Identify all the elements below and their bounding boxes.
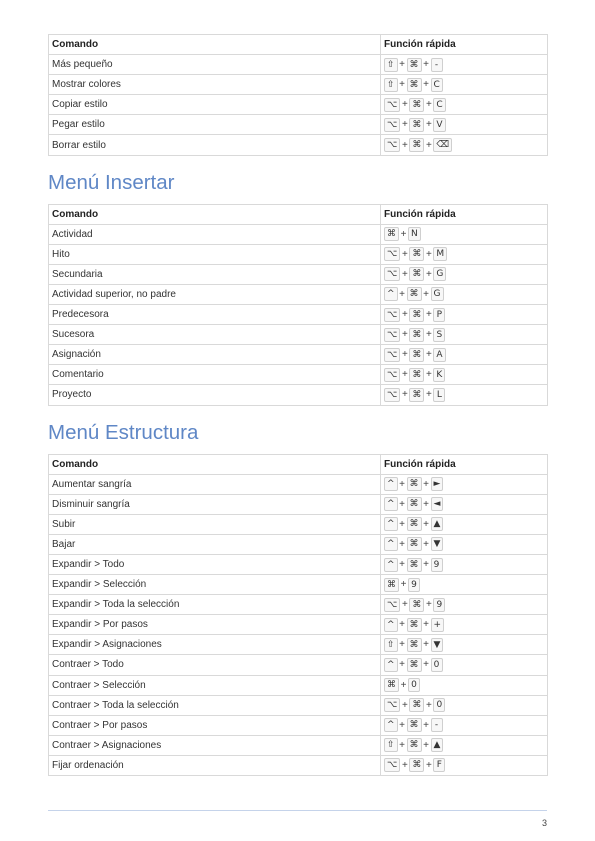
column-header-command: Comando <box>49 454 381 474</box>
shortcut-cell <box>381 385 548 405</box>
keycap: ⌘ <box>409 328 424 342</box>
keycap: ^ <box>384 718 398 732</box>
command-cell: Predecesora <box>49 305 381 325</box>
plus-sign: + <box>399 619 405 631</box>
plus-sign: + <box>399 59 405 71</box>
command-cell: Disminuir sangría <box>49 494 381 514</box>
column-header-shortcut: Función rápida <box>381 35 548 55</box>
table-row <box>49 115 548 135</box>
plus-sign: + <box>423 559 429 571</box>
shortcut-cell <box>381 575 548 595</box>
key-combination <box>384 367 445 382</box>
plus-sign: + <box>401 369 408 381</box>
keycap: ⌘ <box>409 758 424 772</box>
table-row <box>49 615 548 635</box>
keycap: ⌥ <box>384 348 400 362</box>
plus-sign: + <box>425 329 432 341</box>
key-combination <box>384 327 445 342</box>
plus-sign: + <box>401 329 408 341</box>
keycap: G <box>431 287 444 301</box>
plus-sign: + <box>401 349 408 361</box>
plus-sign: + <box>401 309 408 321</box>
key-combination <box>384 267 446 282</box>
shortcut-cell <box>381 365 548 385</box>
key-combination <box>384 477 443 492</box>
keycap: ⌥ <box>384 388 400 402</box>
keycap: ⌘ <box>407 638 422 652</box>
table-row <box>49 755 548 775</box>
keycap: ^ <box>384 658 398 672</box>
keycap: ⌘ <box>409 138 424 152</box>
keycap: L <box>433 388 445 402</box>
plus-sign: + <box>400 579 407 591</box>
keycap: ⌘ <box>384 227 399 241</box>
table-row <box>49 675 548 695</box>
plus-sign: + <box>425 268 432 280</box>
keycap: ^ <box>384 497 398 511</box>
plus-sign: + <box>399 739 405 751</box>
table-row <box>49 695 548 715</box>
keycap: ⌘ <box>407 618 422 632</box>
table-row <box>49 595 548 615</box>
key-combination <box>384 698 445 713</box>
command-cell: Bajar <box>49 534 381 554</box>
keycap: K <box>433 368 445 382</box>
table-row <box>49 575 548 595</box>
section-title: Menú Insertar <box>48 170 175 194</box>
key-combination <box>384 657 443 672</box>
key-combination <box>384 227 421 242</box>
keycap: ⌘ <box>409 267 424 281</box>
column-header-command: Comando <box>49 204 381 224</box>
plus-sign: + <box>425 369 432 381</box>
keycap: N <box>408 227 421 241</box>
plus-sign: + <box>399 518 405 530</box>
keycap: ⌘ <box>407 738 422 752</box>
keycap: ⌘ <box>409 598 424 612</box>
keycap: 0 <box>431 658 443 672</box>
keycap: P <box>433 308 445 322</box>
command-cell: Más pequeño <box>49 55 381 75</box>
plus-sign: + <box>401 599 408 611</box>
plus-sign: + <box>401 99 408 111</box>
footer-rule <box>48 810 547 811</box>
table-header-row <box>49 454 548 474</box>
shortcut-table <box>48 454 548 777</box>
command-cell: Copiar estilo <box>49 95 381 115</box>
keycap: S <box>433 328 445 342</box>
command-cell: Actividad <box>49 224 381 244</box>
shortcut-cell <box>381 554 548 574</box>
plus-sign: + <box>425 699 432 711</box>
shortcut-cell <box>381 534 548 554</box>
keycap: ⌫ <box>433 138 452 152</box>
command-cell: Contraer > Por pasos <box>49 715 381 735</box>
command-cell: Sucesora <box>49 325 381 345</box>
keycap: ^ <box>384 477 398 491</box>
plus-sign: + <box>401 119 408 131</box>
column-header-shortcut: Función rápida <box>381 454 548 474</box>
table-row <box>49 55 548 75</box>
keycap: A <box>433 348 445 362</box>
plus-sign: + <box>423 59 429 71</box>
keycap: ⌥ <box>384 598 400 612</box>
keycap: ⌘ <box>407 287 422 301</box>
shortcut-cell <box>381 244 548 264</box>
plus-sign: + <box>425 309 432 321</box>
command-cell: Hito <box>49 244 381 264</box>
keycap: M <box>433 247 447 261</box>
shortcut-cell <box>381 715 548 735</box>
keycap: ⌥ <box>384 118 400 132</box>
keycap: ⌘ <box>407 58 422 72</box>
plus-sign: + <box>423 659 429 671</box>
keycap: - <box>431 58 443 72</box>
keycap: ⌘ <box>407 718 422 732</box>
command-cell: Secundaria <box>49 264 381 284</box>
shortcut-cell <box>381 135 548 155</box>
table-row <box>49 325 548 345</box>
keycap: 9 <box>431 558 443 572</box>
command-cell: Contraer > Toda la selección <box>49 695 381 715</box>
key-combination <box>384 138 452 153</box>
keycap: ⌘ <box>407 537 422 551</box>
shortcut-table <box>48 204 548 406</box>
key-combination <box>384 718 443 733</box>
table-row <box>49 715 548 735</box>
plus-sign: + <box>423 719 429 731</box>
command-cell: Contraer > Selección <box>49 675 381 695</box>
plus-sign: + <box>399 478 405 490</box>
keycap: ⌘ <box>407 497 422 511</box>
keycap: G <box>433 267 446 281</box>
key-combination <box>384 387 445 402</box>
plus-sign: + <box>399 79 405 91</box>
table-header-row <box>49 35 548 55</box>
keycap: ◄ <box>431 497 444 511</box>
plus-sign: + <box>423 639 429 651</box>
command-cell: Contraer > Todo <box>49 655 381 675</box>
plus-sign: + <box>401 268 408 280</box>
keycap: ^ <box>384 558 398 572</box>
keycap: ⌘ <box>409 118 424 132</box>
keycap: ⌥ <box>384 267 400 281</box>
keycap: ⌘ <box>407 658 422 672</box>
shortcut-cell <box>381 655 548 675</box>
plus-sign: + <box>425 759 432 771</box>
keycap: ⌘ <box>407 517 422 531</box>
plus-sign: + <box>425 139 432 151</box>
shortcut-cell <box>381 115 548 135</box>
shortcut-cell <box>381 325 548 345</box>
plus-sign: + <box>401 759 408 771</box>
shortcut-cell <box>381 224 548 244</box>
table-row <box>49 224 548 244</box>
table-row <box>49 554 548 574</box>
key-combination <box>384 287 444 302</box>
keycap: ⌘ <box>409 368 424 382</box>
table-header-row <box>49 204 548 224</box>
keycap: ⌘ <box>407 477 422 491</box>
keycap: ⌘ <box>409 348 424 362</box>
shortcut-cell <box>381 55 548 75</box>
keycap: ⇧ <box>384 78 398 92</box>
plus-sign: + <box>399 719 405 731</box>
keycap: ⌥ <box>384 138 400 152</box>
key-combination <box>384 537 443 552</box>
keycap: C <box>431 78 443 92</box>
command-cell: Contraer > Asignaciones <box>49 735 381 755</box>
command-cell: Asignación <box>49 345 381 365</box>
table-row <box>49 345 548 365</box>
keycap: ^ <box>384 537 398 551</box>
keycap: + <box>431 618 445 632</box>
page-number: 3 <box>541 818 547 828</box>
key-combination <box>384 617 444 632</box>
keycap: ▲ <box>431 517 444 531</box>
section-title: Menú Estructura <box>48 420 199 444</box>
plus-sign: + <box>425 248 432 260</box>
shortcut-cell <box>381 474 548 494</box>
command-cell: Subir <box>49 514 381 534</box>
key-combination <box>384 497 443 512</box>
shortcut-cell <box>381 735 548 755</box>
keycap: ⌘ <box>409 247 424 261</box>
plus-sign: + <box>401 699 408 711</box>
key-combination <box>384 247 447 262</box>
command-cell: Expandir > Asignaciones <box>49 635 381 655</box>
keycap: ⌥ <box>384 368 400 382</box>
key-combination <box>384 77 443 92</box>
plus-sign: + <box>423 498 429 510</box>
table-row <box>49 284 548 304</box>
shortcut-cell <box>381 514 548 534</box>
plus-sign: + <box>399 288 405 300</box>
table-row <box>49 385 548 405</box>
shortcut-table <box>48 34 548 156</box>
key-combination <box>384 347 446 362</box>
keycap: ⌘ <box>407 78 422 92</box>
column-header-command: Comando <box>49 35 381 55</box>
table-row <box>49 635 548 655</box>
plus-sign: + <box>399 639 405 651</box>
plus-sign: + <box>399 498 405 510</box>
key-combination <box>384 738 443 753</box>
plus-sign: + <box>401 389 408 401</box>
command-cell: Expandir > Toda la selección <box>49 595 381 615</box>
table-row <box>49 135 548 155</box>
plus-sign: + <box>425 349 432 361</box>
keycap: ⌥ <box>384 308 400 322</box>
plus-sign: + <box>423 619 429 631</box>
plus-sign: + <box>423 538 429 550</box>
shortcut-cell <box>381 284 548 304</box>
keycap: ⌘ <box>407 558 422 572</box>
command-cell: Mostrar colores <box>49 75 381 95</box>
keycap: ⌘ <box>384 678 399 692</box>
table-row <box>49 534 548 554</box>
command-cell: Proyecto <box>49 385 381 405</box>
page-content <box>48 34 547 776</box>
keycap: ▼ <box>431 537 444 551</box>
keycap: ⌥ <box>384 328 400 342</box>
table-row <box>49 75 548 95</box>
plus-sign: + <box>423 79 429 91</box>
plus-sign: + <box>425 99 432 111</box>
key-combination <box>384 577 420 592</box>
keycap: C <box>433 98 445 112</box>
keycap: ⌘ <box>409 308 424 322</box>
keycap: ⌥ <box>384 247 400 261</box>
keycap: ⌥ <box>384 98 400 112</box>
key-combination <box>384 307 445 322</box>
command-cell: Pegar estilo <box>49 115 381 135</box>
keycap: V <box>433 118 445 132</box>
keycap: 0 <box>408 678 420 692</box>
keycap: F <box>433 758 445 772</box>
shortcut-cell <box>381 75 548 95</box>
shortcut-cell <box>381 305 548 325</box>
keycap: ⌘ <box>409 98 424 112</box>
key-combination <box>384 678 420 693</box>
table-row <box>49 244 548 264</box>
shortcut-cell <box>381 494 548 514</box>
key-combination <box>384 97 446 112</box>
keycap: 9 <box>433 598 445 612</box>
table-row <box>49 264 548 284</box>
key-combination <box>384 557 443 572</box>
plus-sign: + <box>423 739 429 751</box>
shortcut-cell <box>381 635 548 655</box>
keycap: ⌥ <box>384 758 400 772</box>
plus-sign: + <box>399 538 405 550</box>
table-row <box>49 655 548 675</box>
plus-sign: + <box>423 478 429 490</box>
plus-sign: + <box>425 389 432 401</box>
shortcut-cell <box>381 695 548 715</box>
keycap: ^ <box>384 517 398 531</box>
shortcut-cell <box>381 755 548 775</box>
key-combination <box>384 57 443 72</box>
shortcut-cell <box>381 595 548 615</box>
shortcut-cell <box>381 615 548 635</box>
plus-sign: + <box>425 599 432 611</box>
keycap: ⇧ <box>384 58 398 72</box>
key-combination <box>384 597 445 612</box>
plus-sign: + <box>425 119 432 131</box>
table-row <box>49 474 548 494</box>
plus-sign: + <box>401 139 408 151</box>
command-cell: Fijar ordenación <box>49 755 381 775</box>
command-cell: Borrar estilo <box>49 135 381 155</box>
keycap: ⌥ <box>384 698 400 712</box>
plus-sign: + <box>399 659 405 671</box>
table-row <box>49 494 548 514</box>
plus-sign: + <box>400 228 407 240</box>
shortcut-cell <box>381 264 548 284</box>
column-header-shortcut: Función rápida <box>381 204 548 224</box>
command-cell: Actividad superior, no padre <box>49 284 381 304</box>
keycap: ▼ <box>431 638 444 652</box>
keycap: ▲ <box>431 738 444 752</box>
keycap: ⌘ <box>384 578 399 592</box>
command-cell: Expandir > Por pasos <box>49 615 381 635</box>
shortcut-cell <box>381 675 548 695</box>
table-row <box>49 514 548 534</box>
keycap: ⌘ <box>409 388 424 402</box>
key-combination <box>384 637 443 652</box>
keycap: 0 <box>433 698 445 712</box>
plus-sign: + <box>400 679 407 691</box>
key-combination <box>384 758 445 773</box>
key-combination <box>384 517 443 532</box>
command-cell: Expandir > Todo <box>49 554 381 574</box>
table-row <box>49 305 548 325</box>
plus-sign: + <box>401 248 408 260</box>
plus-sign: + <box>399 559 405 571</box>
keycap: - <box>431 718 443 732</box>
keycap: ^ <box>384 618 398 632</box>
keycap: ⇧ <box>384 738 398 752</box>
table-row <box>49 735 548 755</box>
plus-sign: + <box>423 518 429 530</box>
shortcut-cell <box>381 95 548 115</box>
shortcut-cell <box>381 345 548 365</box>
keycap: ⌘ <box>409 698 424 712</box>
command-cell: Expandir > Selección <box>49 575 381 595</box>
command-cell: Comentario <box>49 365 381 385</box>
table-row <box>49 95 548 115</box>
keycap: ^ <box>384 287 398 301</box>
keycap: 9 <box>408 578 420 592</box>
table-row <box>49 365 548 385</box>
plus-sign: + <box>423 288 429 300</box>
command-cell: Aumentar sangría <box>49 474 381 494</box>
keycap: ⇧ <box>384 638 398 652</box>
keycap: ► <box>431 477 444 491</box>
key-combination <box>384 117 446 132</box>
